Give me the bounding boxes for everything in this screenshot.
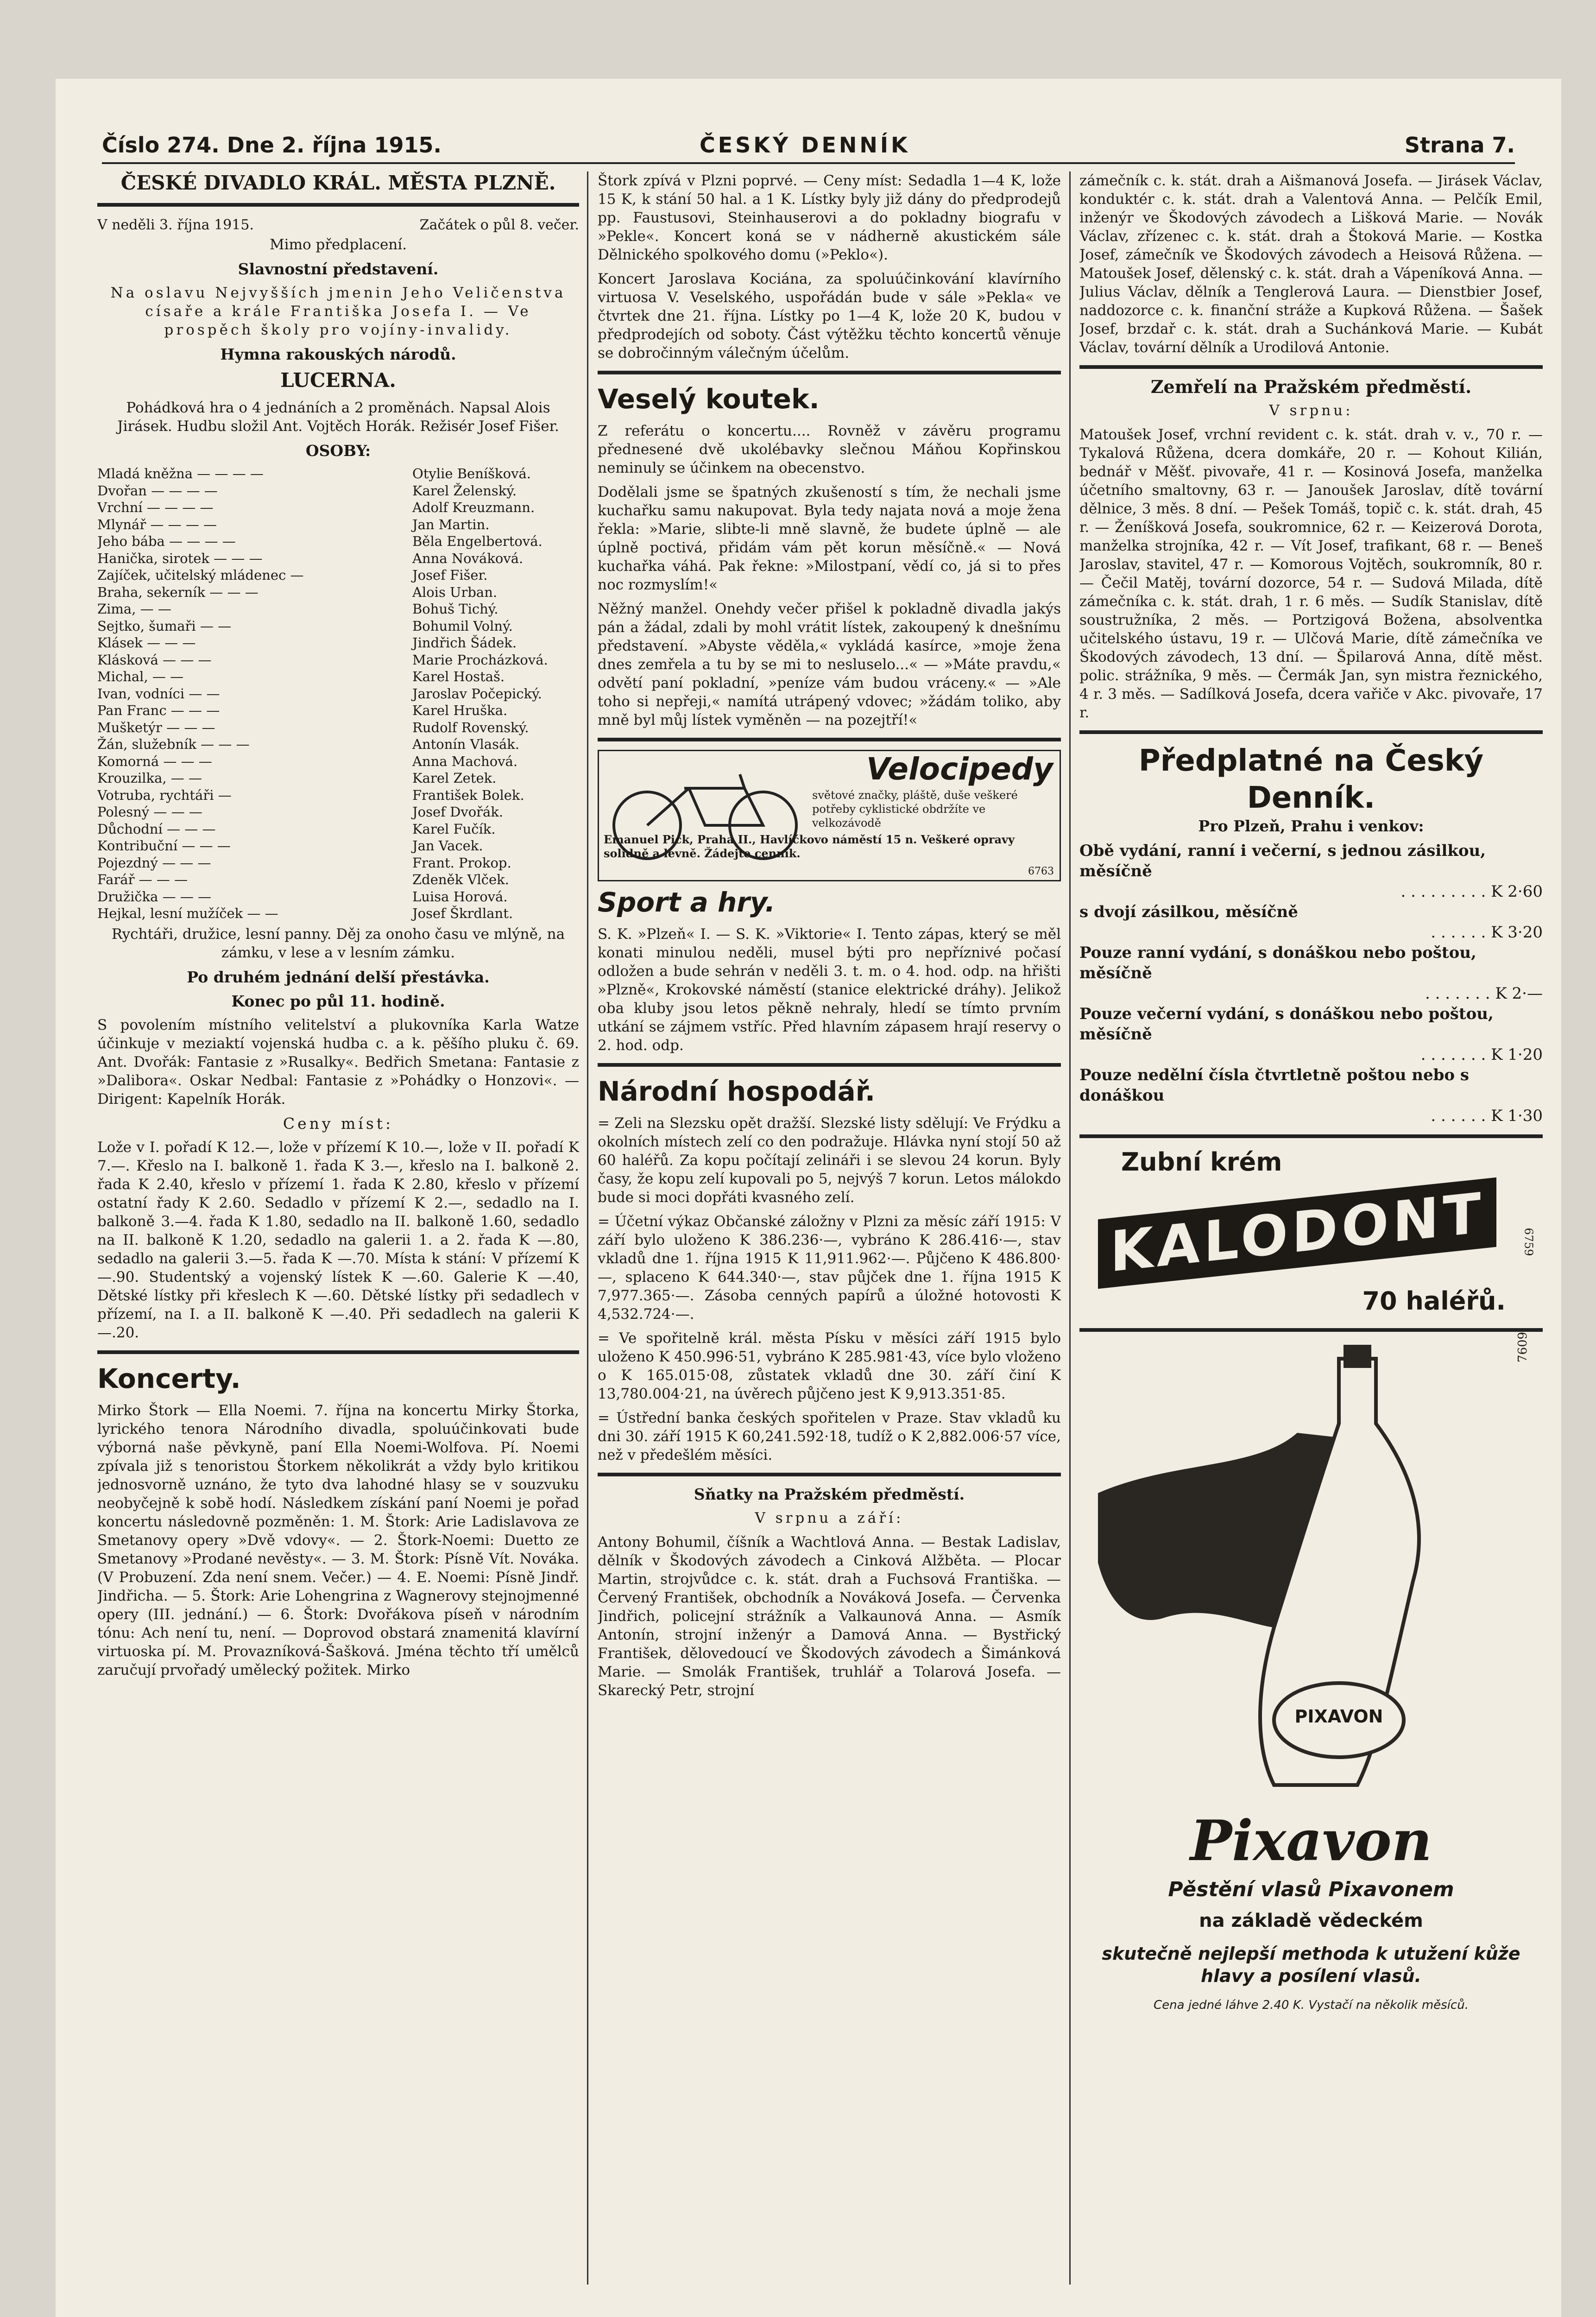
hospodar-item: = Ve spořitelně král. města Písku v měsíci září 1915 bylo uloženo K 450.996·51, vybráno K 285.981·43, více bylo vloženo o K 165.015·08, zůstatek vkladů dne 30. září činí K 13,780.004·21, na úvěrech půjčeno jest K 9,913.351·85. <box>598 1330 1061 1402</box>
divider <box>598 1063 1061 1067</box>
sport-text: S. K. »Plzeň« I. — S. K. »Viktorie« I. Tento zápas, který se měl konati minulou neděli, musel býti pro nepříznivé počasí odložen a bude sehrán v neděli 3. t. m. o 4. hod. odp. na hřišti »Plzně«, Krokovské náměstí (stanice elektrické dráhy). Jelikož oba kluby jsou letos pěkně nehraly, hledí se tímto prvním utkání se zájmem vstříc. Před hlavním zápasem hrají reservy o 2. hod. odp. <box>598 926 1061 1054</box>
cast-row <box>97 719 579 736</box>
predplatne-item: Obě vydání, ranní i večerní, s jednou zásilkou, měsíčně <box>1079 842 1486 880</box>
divider <box>1079 1134 1543 1138</box>
cast-row <box>97 753 579 770</box>
divider <box>97 203 579 207</box>
ceny-heading: Ceny míst: <box>283 1114 394 1133</box>
predplatne-box <box>1079 742 1543 1126</box>
snatky-heading: Sňatky na Pražském předměstí. <box>694 1485 965 1503</box>
cast-row <box>97 871 579 888</box>
ad-number: 6759 <box>1522 1228 1535 1256</box>
actor: Josef Škrdlant. <box>412 905 513 921</box>
actor: Marie Procházková. <box>412 652 548 668</box>
cast-row <box>97 787 579 804</box>
divider <box>598 1473 1061 1476</box>
column-divider <box>1069 171 1071 2285</box>
role: Komorná — — — <box>97 753 212 769</box>
predplatne-list <box>1079 841 1543 1126</box>
joke-3: Něžný manžel. Onehdy večer přišel k pokladně divadla jakýs pán a žádal, zdali by mohl vrátit lístek, zakoupený k dnešnímu představení. »Abyste věděla,« vykládá kasírce, »moje žena dnes zemřela a tu by se mi to nesluselo...« — »Máte pravdu,« odvětí paní pokladní, »peníze vám budou vráceny.« — »Ale toho si nepřeji,« namítá utrápený vdovec; »žádám toliko, aby mně byl můj lístek vyměněn — na pozejtří!« <box>598 601 1061 728</box>
actor: Rudolf Rovenský. <box>412 719 529 735</box>
cast-row <box>97 567 579 584</box>
role: Kontribuční — — — <box>97 838 231 854</box>
actor: Josef Dvořák. <box>412 804 504 820</box>
role: Klásková — — — <box>97 652 212 668</box>
role: Hejkal, lesní mužíček — — <box>97 905 278 921</box>
divider <box>598 738 1061 741</box>
actor: Jaroslav Počepický. <box>412 685 542 702</box>
actor: Běla Engelbertová. <box>412 533 543 549</box>
actor: František Bolek. <box>412 787 524 803</box>
column-1 <box>97 171 579 2285</box>
narodni-hospodar-heading: Národní hospodář. <box>598 1076 876 1107</box>
actor: Zdeněk Vlček. <box>412 872 509 887</box>
role: Klásek — — — <box>97 635 196 651</box>
cast-row <box>97 736 579 753</box>
cast-row <box>97 668 579 685</box>
role: Družička — — — <box>97 888 212 905</box>
predplatne-item: Pouze ranní vydání, s donáškou nebo poštou, měsíčně <box>1079 943 1476 982</box>
kalodont-line: Zubní krém <box>1121 1147 1282 1177</box>
zemreli-sub: V srpnu: <box>1269 402 1353 419</box>
predplatne-price: . . . . . . . K 2·— <box>1425 984 1543 1003</box>
slavnostni: Slavnostní představení. <box>238 260 439 278</box>
hospodar-item: = Ústřední banka českých spořitelen v Praze. Stav vkladů ku dni 30. září 1915 K 60,241.592·18, tudíž o K 2,882.006·57 více, než v předešlém měsíci. <box>598 1410 1061 1463</box>
cast-row <box>97 702 579 719</box>
pixavon-line: skutečně nejlepší methoda k utužení kůže hlavy a posílení vlasů. <box>1102 1943 1520 1986</box>
actor: Karel Zetek. <box>412 770 497 786</box>
play-description: Pohádková hra o 4 jednáních a 2 proměnách. Napsal Alois Jirásek. Hudbu složil Ant. Vojtěch Horák. Režisér Josef Fišer. <box>117 399 559 435</box>
actor: Alois Urban. <box>412 584 498 600</box>
actor: Otylie Beníšková. <box>412 466 531 481</box>
actor: Jindřich Šádek. <box>412 635 517 651</box>
kocian-concert: Koncert Jaroslava Kociána, za spoluúčinkování klavírního virtuosa V. Veselského, uspořádán bude v sále »Pekla« ve čtvrtek dne 21. října. Lístky po 1—4 K, lože 20 K, budou v předprodejích od soboty. Část výtěžku těchto koncertů věnuje se dobročinným válečným účelům. <box>598 271 1061 361</box>
hymna: Hymna rakouských národů. <box>220 345 456 363</box>
actor: Jan Vacek. <box>412 838 483 854</box>
predplatne-heading: Předplatné na Český Denník. <box>1138 744 1484 815</box>
masthead: ČESKÝ DENNÍK <box>700 133 910 158</box>
cast-row <box>97 601 579 618</box>
cast-row <box>97 465 579 482</box>
role: Hanička, sirotek — — — <box>97 550 263 566</box>
cast-row <box>97 804 579 821</box>
role: Zima, — — <box>97 601 171 617</box>
actor: Josef Fišer. <box>412 567 488 583</box>
column-divider <box>587 171 588 2285</box>
actor: Jan Martin. <box>412 516 490 532</box>
predplatne-price: . . . . . . K 3·20 <box>1431 923 1543 942</box>
kalodont-ad <box>1079 1147 1543 1319</box>
role: Michal, — — <box>97 669 184 684</box>
role: Dvořan — — — — <box>97 482 218 499</box>
snatky-sub: V srpnu a září: <box>755 1510 904 1526</box>
role: Votruba, rychtáři — <box>97 787 232 803</box>
role: Braha, sekerník — — — <box>97 584 259 600</box>
oslava: Na oslavu Nejvyšších jmenin Jeho Veličenstva císaře a krále Františka Josefa I. — Ve prospěch školy pro vojíny-invalidy. <box>110 285 566 338</box>
kalodont-logo: KALODONT <box>1098 1177 1496 1289</box>
actor: Karel Hostaš. <box>412 669 505 684</box>
ceny-text: Lože v I. pořadí K 12.—, lože v přízemí K 10.—, lože v II. pořadí K 7.—. Křeslo na I. balkoně 1. řada K 3.—, křeslo na I. balkoně 2. řada K 2.40, křeslo v přízemí 1. řada K 2.80, křeslo v přízemí ostatní řady K 2.60. Sedadlo v přízemí K 2.—, sedadlo na I. balkoně 3.—4. řada K 1.80, sedadlo na II. balkoně 1.60, sedadlo na II. balkoně K 1.20, sedadlo na galerii 1. a 2. řada K —.80, sedadlo na galerii 3.—5. řada K —.70. Místa k stání: V přízemí K —.90. Studentský a vojenský lístek K —.60. Galerie K —.40, Dětské lístky při křeslech K —.60. Dětské lístky při sedadlech v přízemí, na I. a II. balkoně K —.40. Při sedadlech na galerii K —.20. <box>97 1139 579 1341</box>
cast-row <box>97 516 579 533</box>
cast-row <box>97 652 579 669</box>
vojenska-hudba: S povolením místního velitelství a plukovníka Karla Watze účinkuje v meziaktí vojenská hudba c. a k. pěšího pluku č. 69. Ant. Dvořák: Fantasie z »Rusalky«. Bedřich Smetana: Fantasie z »Dalibora«. Oskar Nedbal: Fantasie z »Pohádky o Honzovi«. — Dirigent: Kapelník Horák. <box>97 1016 579 1108</box>
snatky-text: Antony Bohumil, číšník a Wachtlová Anna. — Bestak Ladislav, dělník v Škodových závodech a Cinková Alžběta. — Plocar Martin, strojvůdce c. k. stát. drah a Fuchsová Františka. — Červený František, obchodník a Nováková Josefa. — Červenka Jindřich, policejní strážník a Valkaunová Anna. — Asmík Antonín, strojní inženýr a Damová Anna. — Bystřický František, dělovedoucí ve Škodových závodech a Šimánková Marie. — Smolák František, truhlář a Tolarová Josefa. — Skarecký Petr, strojní <box>598 1534 1061 1699</box>
role: Polesný — — — <box>97 804 202 820</box>
divider <box>1079 730 1543 734</box>
predplatne-item: Pouze nedělní čísla čtvrtletně poštou nebo s donáškou <box>1079 1066 1470 1105</box>
actor: Karel Hruška. <box>412 703 508 718</box>
cast-note: Rychtáři, družice, lesní panny. Děj za onoho času ve mlýně, na zámku, v lese a v lesním zámku. <box>111 925 565 961</box>
actor: Luisa Horová. <box>412 888 508 905</box>
role: Pojezdný — — — <box>97 855 211 871</box>
cast-row <box>97 685 579 703</box>
role: Mlynář — — — — <box>97 516 217 532</box>
role: Vrchní — — — — <box>97 500 214 515</box>
performance-date: V neděli 3. října 1915. Začátek o půl 8. večer. <box>97 217 579 233</box>
role: Jeho bába — — — — <box>97 533 236 549</box>
cast-row <box>97 888 579 905</box>
pixavon-line: Pěstění vlasů Pixavonem <box>1168 1878 1454 1901</box>
divider <box>1079 365 1543 369</box>
cast-list <box>97 465 579 922</box>
cast-row <box>97 550 579 567</box>
column-3 <box>1079 171 1543 2285</box>
actor: Adolf Kreuzmann. <box>412 500 535 515</box>
actor: Karel Želenský. <box>412 482 517 499</box>
issue-date: Číslo 274. Dne 2. října 1915. <box>102 133 442 158</box>
role: Žán, služebník — — — <box>97 736 250 752</box>
velocipedy-firm: Emanuel Pick, Praha II., Havlíčkovo náměstí 15 n. Veškeré opravy solidně a levně. Žádejte cenník. <box>604 833 1015 860</box>
konec: Konec po půl 11. hodině. <box>231 992 445 1010</box>
page-number: Strana 7. <box>1404 133 1515 158</box>
predplatne-sub: Pro Plzeň, Prahu i venkov: <box>1198 817 1424 835</box>
role: Farář — — — <box>97 872 188 887</box>
theatre-title: ČESKÉ DIVADLO KRÁL. MĚSTA PLZNĚ. <box>120 171 556 194</box>
snatky-continued: zámečník c. k. stát. drah a Aišmanová Josefa. — Jirásek Václav, konduktér c. k. stát. drah a Valentová Anna. — Pelčík Emil, inženýr ve Škodových závodech a Lišková Marie. — Novák Václav, zřízenec c. k. stát. drah a Štoková Marie. — Kostka Josef, zámečník ve Škodových závodech a Heisová Růžena. — Matoušek Josef, dělenský c. k. stát. drah a Vápeníková Anna. — Julius Václav, dělník a Tenglerová Laura. — Dienstbier Josef, naddozorce c. k. finanční stráže a Kupková Růžena. — Šašek Josef, brzdař c. k. stát. drah a Suchánková Marie. — Kubát Václav, tovární dělník a Urodilová Antonie. <box>1079 172 1543 356</box>
cast-row <box>97 618 579 635</box>
prestavka: Po druhém jednání delší přestávka. <box>187 968 490 986</box>
ad-number: 7609 <box>1515 1331 1530 1363</box>
actor: Bohumil Volný. <box>412 618 513 634</box>
divider <box>1079 1328 1543 1332</box>
role: Zajíček, učitelský mládenec — <box>97 567 304 583</box>
hand-bottle-illustration <box>1079 1340 1543 1804</box>
pixavon-price: Cena jedné láhve 2.40 K. Vystačí na několik měsíců. <box>1154 1998 1469 2012</box>
actor: Anna Machová. <box>412 753 518 769</box>
ad-number: 6763 <box>1028 866 1054 877</box>
actor: Bohuš Tichý. <box>412 601 498 617</box>
pixavon-label: PIXAVON <box>1294 1706 1383 1727</box>
pixavon-brand: Pixavon <box>1190 1808 1432 1874</box>
kalodont-price: 70 haléřů. <box>1362 1286 1506 1316</box>
hospodar-item: = Účetní výkaz Občanské záložny v Plzni za měsíc září 1915: V září bylo uloženo K 386.236·—, vybráno K 286.416·—, stav vkladů dne 1. října 1915 K 11,911.962·—. Půjčeno K 486.800·—, splaceno K 644.340·—, stav půjček dne 1. října 1915 K 7,977.365·—. Zásoba cenných papírů a úložné hotovosti K 4,532.724·—. <box>598 1213 1061 1323</box>
cast-row <box>97 482 579 500</box>
koncerty-heading: Koncerty. <box>97 1362 241 1394</box>
predplatne-item: Pouze večerní vydání, s donáškou nebo poštou, měsíčně <box>1079 1005 1494 1044</box>
velocipedy-ad <box>598 750 1061 881</box>
role: Krouzilka, — — <box>97 770 202 786</box>
role: Mušketýr — — — <box>97 719 215 735</box>
cast-row <box>97 770 579 787</box>
predplatne-price: . . . . . . K 1·30 <box>1431 1107 1543 1125</box>
hospodar-item: = Zeli na Slezsku opět dražší. Slezské listy sdělují: Ve Frýdku a okolních místech zelí co den podražuje. Hlávka nyní stojí 50 až 60 haléřů. Za kopu počítají zelináři i se slevou 24 korun. Byly časy, že kopu zelí kupovali po 5, nejvýš 7 korun. Letos málokdo bude si moci dopřáti kvasného zelí. <box>598 1115 1061 1206</box>
divider <box>97 1350 579 1354</box>
divider <box>598 371 1061 374</box>
role: Mladá kněžna — — — — <box>97 466 264 481</box>
actor: Frant. Prokop. <box>412 855 511 871</box>
role: Sejtko, šumaři — — <box>97 618 232 634</box>
role: Pan Franc — — — <box>97 703 220 718</box>
predplatne-price: . . . . . . . K 1·20 <box>1420 1045 1543 1064</box>
koncerty-text: Mirko Štork — Ella Noemi. 7. října na koncertu Mirky Štorka, lyrického tenora Národního divadla, spoluúčinkovati bude výborná naše pěvkyně, paní Ella Noemi-Wolfova. Pí. Noemi zpívala již s tenoristou Štorkem několikrát a vždy bylo kritikou jednosvorně uznáno, že tyto dva lahodné hlasy se v souzvuku neobyčejně k sobě hodí. Následkem získání paní Noemi je pořad koncertu následovně pozměněn: 1. M. Štork: Arie Ladislavova ze Smetanovy opery »Dvě vdovy«. — 2. Štork-Noemi: Duetto ze Smetanovy »Prodané nevěsty«. — 3. M. Štork: Písně Vít. Nováka. (V Probuzení. Zda není snem. Večer.) — 4. E. Noemi: Písně Jindř. Jindřicha. — 5. Štork: Arie Lohengrina z Wagnerovy stejnojmenné opery (III. jednání.) — 6. Štork: Dvořákova píseň v národním tónu: Ach není tu, není. — Doprovod obstará znamenitá klavírní virtuoska pí. M. Provazníková-Šašková. Jména těchto tří umělců zaručují prvořadý umělecký požitek. Mirko <box>97 1402 579 1678</box>
predplatne-item: s dvojí zásilkou, měsíčně <box>1079 903 1298 921</box>
cast-row <box>97 855 579 872</box>
cast-row <box>97 821 579 838</box>
actor: Anna Nováková. <box>412 550 524 566</box>
column-2 <box>598 171 1061 2285</box>
stork-concert: Štork zpívá v Plzni poprvé. — Ceny míst: Sedadla 1—4 K, lože 15 K, k stání 50 hal. a 1 K. Lístky byly již dány do předprodejů pp. Faustusovi, Steinhauserovi a do pokladny biografu v »Pekle«. Koncert koná se v nádherně akustickém sále Dělnického spolkového domu (»Peklo«). <box>598 172 1061 263</box>
zemreli-heading: Zemřelí na Pražském předměstí. <box>1150 376 1472 397</box>
cast-row <box>97 584 579 601</box>
velocipedy-text: světové značky, pláště, duše veškeré potřeby cyklistické obdržíte ve velkozávodě <box>812 789 1018 829</box>
cast-row <box>97 634 579 652</box>
sport-heading: Sport a hry. <box>598 886 776 918</box>
vesely-koutek-heading: Veselý koutek. <box>598 383 820 415</box>
velocipedy-title: Velocipedy <box>866 751 1053 787</box>
role: Důchodní — — — <box>97 821 216 837</box>
joke-1: Z referátu o koncertu.... Rovněž v závěru programu přednesené dvě ukolébavky slečnou Máňou Kopřinskou neminuly se účinkem na obecenstvo. <box>598 423 1061 476</box>
osoby-heading: OSOBY: <box>305 442 371 460</box>
mimo-predplaceni: Mimo předplacení. <box>269 236 407 253</box>
pixavon-ad <box>1079 1331 1543 2063</box>
predplatne-price: . . . . . . . . . K 2·60 <box>1400 882 1543 901</box>
newspaper-page <box>56 79 1561 2317</box>
play-title: LUCERNA. <box>280 369 396 392</box>
zemreli-text: Matoušek Josef, vrchní revident c. k. stát. drah v. v., 70 r. — Tykalová Růžena, dcera domkáře, 20 r. — Kohout Kilián, bednář v Měšť. pivovaře, 41 r. — Kosinová Josefa, manželka účetního smaltovny, 63 r. — Janoušek Jaroslav, dítě tovární dělnice, 3 měs. 8 dní. — Pešek Tomáš, topič c. k. stát. drah, 45 r. — Ženíšková Josefa, soukromnice, 62 r. — Keizerová Dorota, manželka strojníka, 42 r. — Vít Josef, trafikant, 68 r. — Beneš Jaroslav, stavitel, 47 r. — Komorous Vojtěch, soukromník, 80 r. — Čečil Matěj, tovární dozorce, 54 r. — Sudová Milada, dítě zámečníka c. k. stát. drah, 1 r. 6 měs. — Sudík Stanislav, dítě soustružníka, 2 měs. — Portzigová Božena, absolventka učitelského ústavu, 19 r. — Ulčová Marie, dítě zámečníka ve Škodových závodech, 13 dní. — Špilarová Anna, dítě měst. polic. strážníka, 9 měs. — Čermák Jan, syn mistra řeznického, 4 r. 3 měs. — Sadílková Josefa, dcera vařiče v Akc. pivovaře, 17 r. <box>1079 426 1543 721</box>
cast-row <box>97 837 579 855</box>
actor: Karel Fučík. <box>412 821 496 837</box>
joke-2: Dodělali jsme se špatných zkušeností s tím, že nechali jsme kuchařku samu nakupovat. Byla tedy najata nová a moje žena řekla: »Marie, slibte-li mně slavně, že budete úplně — ale úplně poctivá, přidám vám pět korun měsíčně.« — Nová kuchařka váhá. Pak řekne: »Milostpaní, vědí co, já si to přes noc rozmyslím!« <box>598 484 1061 593</box>
pixavon-line: na základě vědeckém <box>1199 1910 1423 1931</box>
cast-row <box>97 499 579 516</box>
cast-row <box>97 905 579 922</box>
actor: Antonín Vlasák. <box>412 736 520 752</box>
role: Ivan, vodníci — — <box>97 685 220 702</box>
page-header <box>102 130 1515 164</box>
cast-row <box>97 533 579 550</box>
